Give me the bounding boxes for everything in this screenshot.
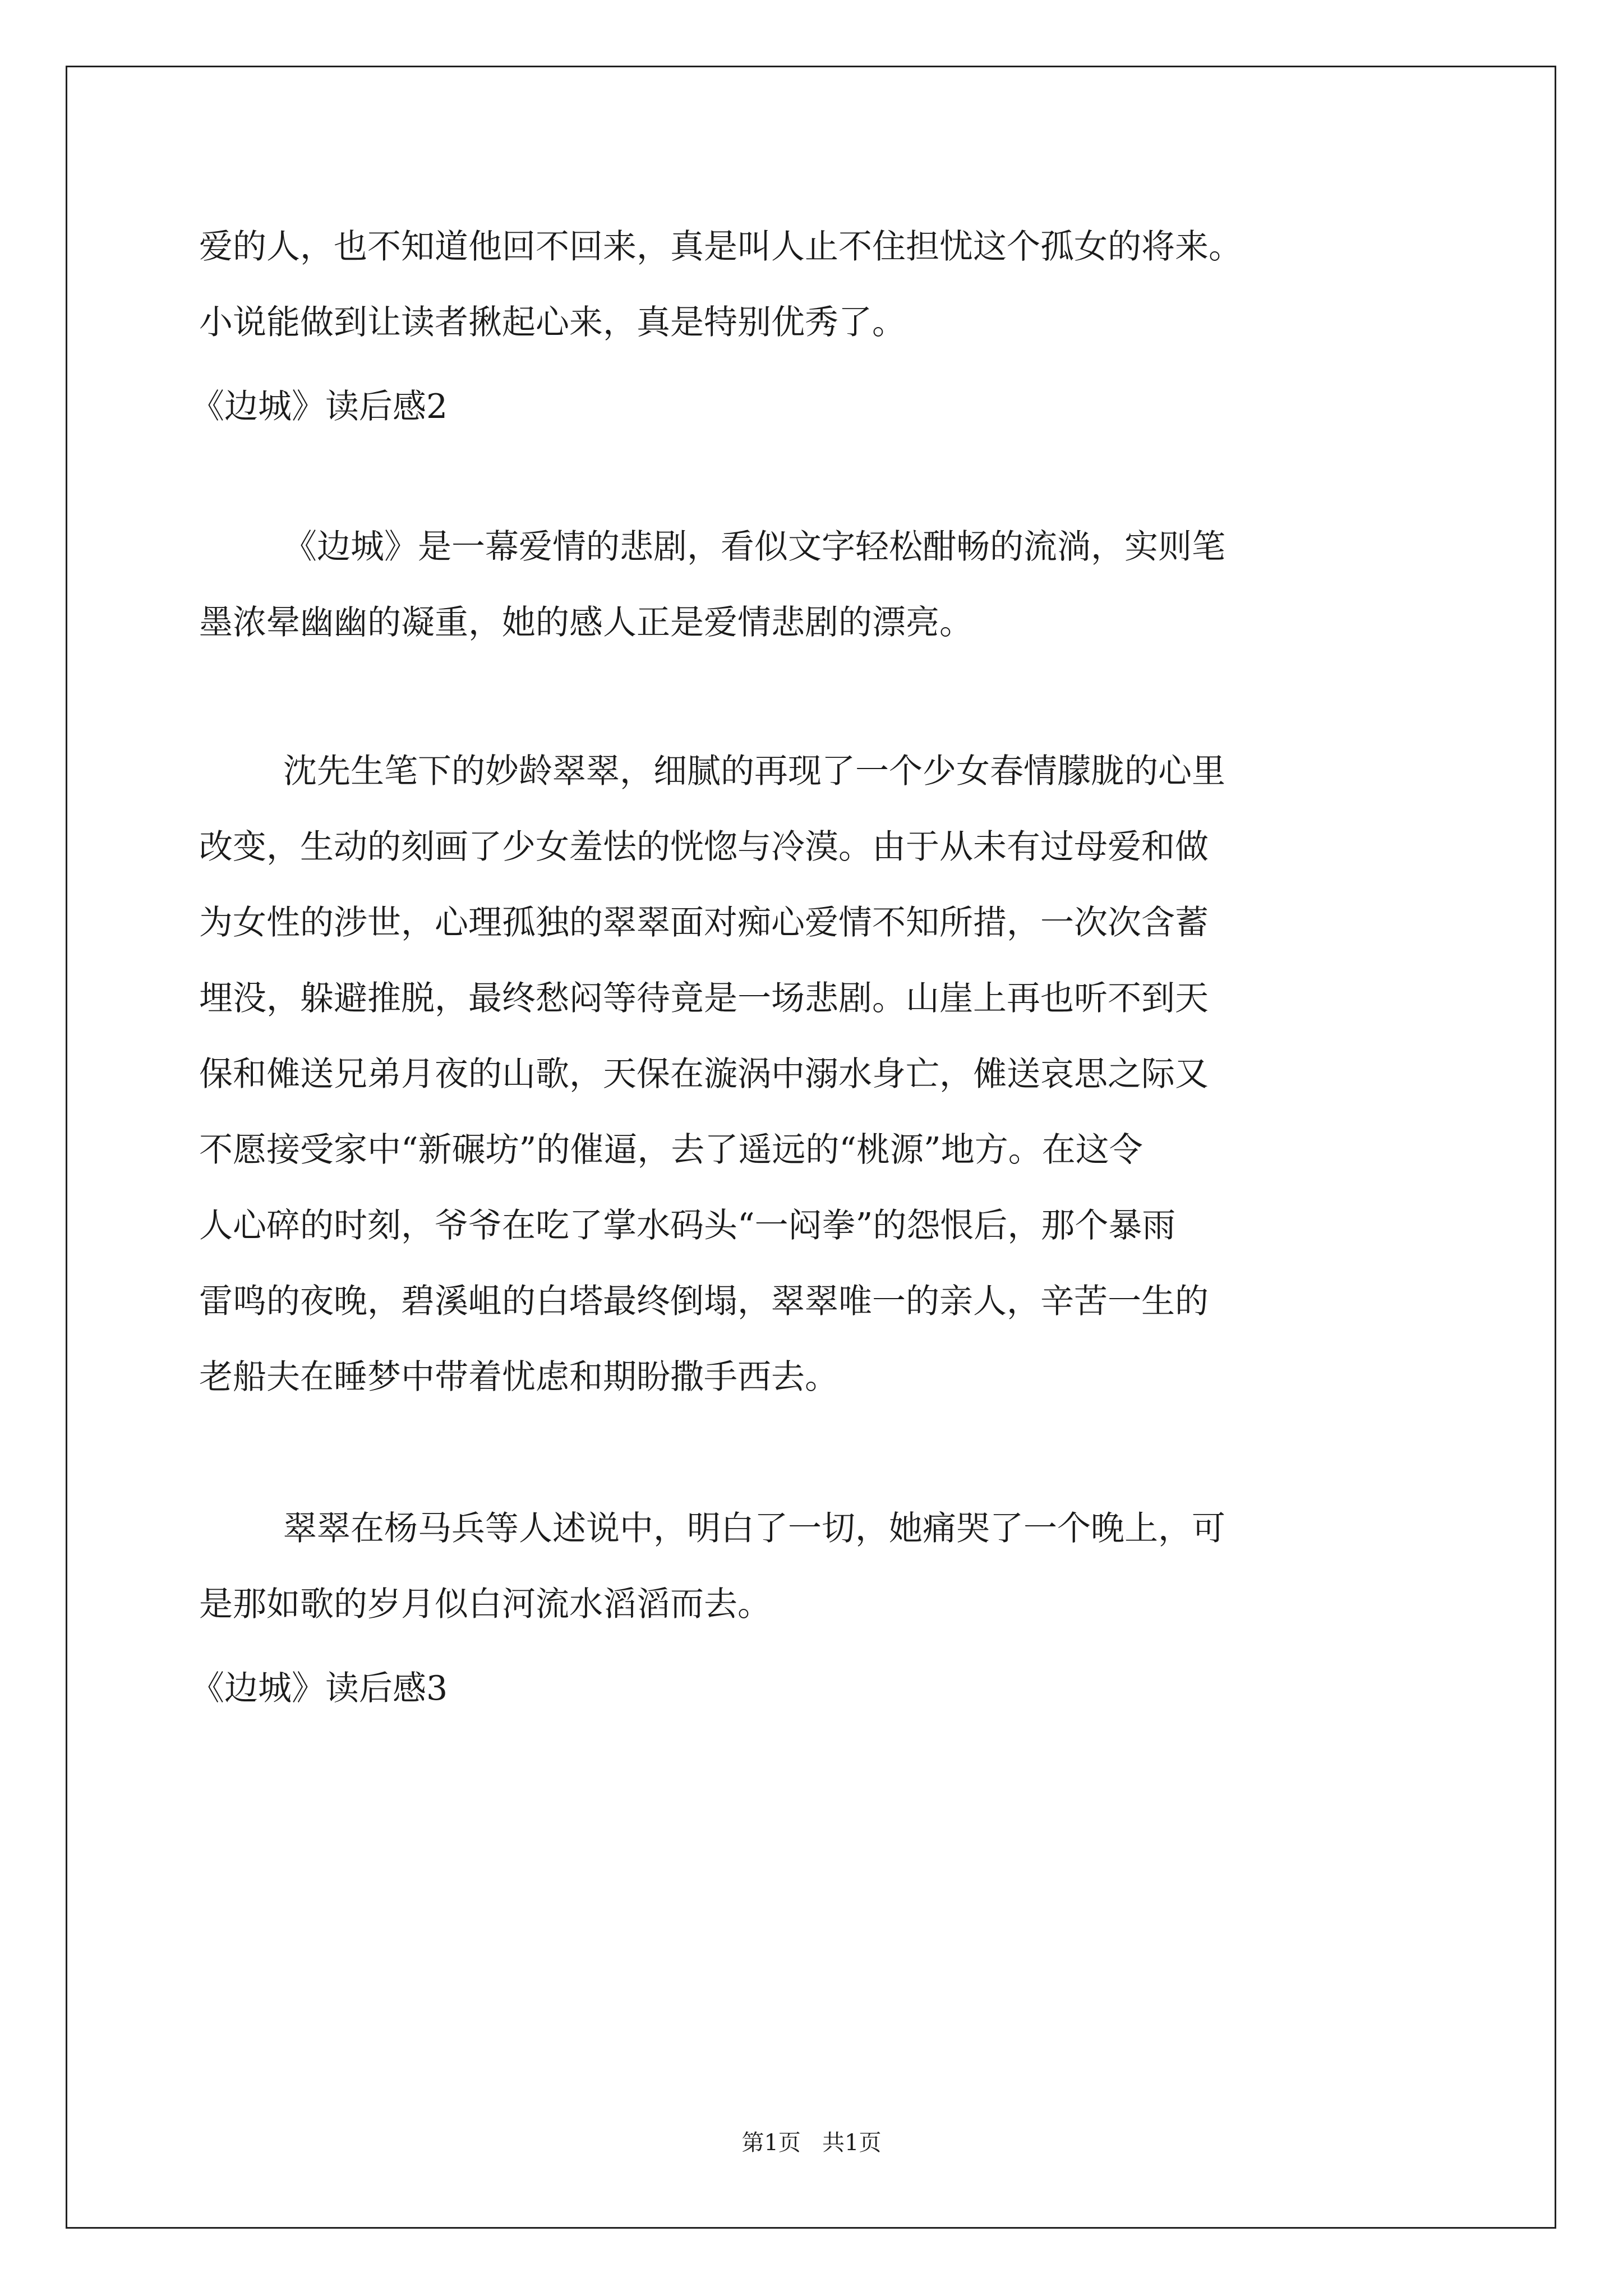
text-line: 雷鸣的夜晚，碧溪岨的白塔最终倒塌，翠翠唯一的亲人，辛苦一生的	[199, 1282, 1209, 1321]
text-line: 翠翠在杨马兵等人述说中，明白了一切，她痛哭了一个晚上，可	[283, 1509, 1225, 1548]
text-line: 《边城》是一幕爱情的悲剧，看似文字轻松酣畅的流淌，实则笔	[283, 527, 1225, 567]
text-line: 埋没，躲避推脱，最终愁闷等待竟是一场悲剧。山崖上再也听不到天	[199, 979, 1209, 1018]
text-line: 保和傩送兄弟月夜的山歌，天保在漩涡中溺水身亡，傩送哀思之际又	[199, 1055, 1209, 1094]
text-line: 是那如歌的岁月似白河流水滔滔而去。	[199, 1585, 771, 1624]
section-heading: 《边城》读后感3	[191, 1669, 448, 1708]
text-line: 沈先生笔下的妙龄翠翠，细腻的再现了一个少女春情朦胧的心里	[283, 752, 1225, 791]
text-line: 爱的人，也不知道他回不回来，真是叫人止不住担忧这个孤女的将来。	[199, 227, 1242, 266]
text-line: 老船夫在睡梦中带着忧虑和期盼撒手西去。	[199, 1358, 838, 1397]
text-line: 人心碎的时刻，爷爷在吃了掌水码头“一闷拳”的怨恨后，那个暴雨	[199, 1206, 1176, 1245]
text-line: 墨浓晕幽幽的凝重，她的感人正是爱情悲剧的漂亮。	[199, 603, 973, 642]
section-heading: 《边城》读后感2	[191, 387, 448, 426]
text-line: 不愿接受家中“新碾坊”的催逼，去了遥远的“桃源”地方。在这令	[199, 1130, 1143, 1170]
text-line: 改变，生动的刻画了少女羞怯的恍惚与冷漠。由于从未有过母爱和做	[199, 827, 1209, 867]
text-line: 为女性的涉世，心理孤独的翠翠面对痴心爱情不知所措，一次次含蓄	[199, 903, 1209, 942]
text-line: 小说能做到让读者揪起心来，真是特别优秀了。	[199, 303, 906, 342]
page-footer: 第1页 共1页	[741, 2130, 882, 2156]
